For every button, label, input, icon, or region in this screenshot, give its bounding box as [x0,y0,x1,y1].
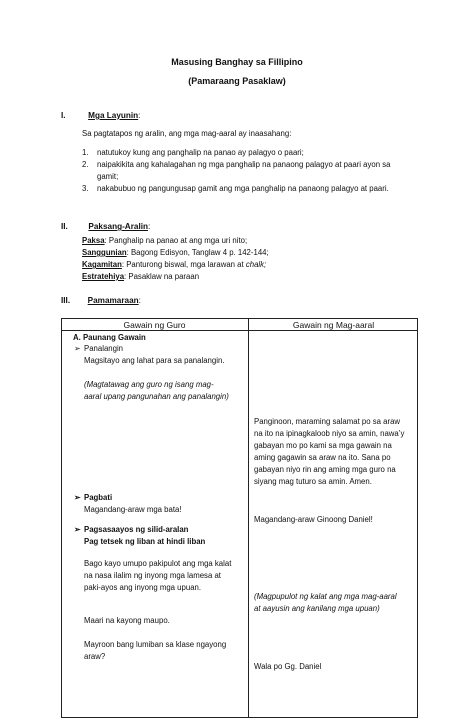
objective-2 [82,160,391,169]
pagtsek-label: Pag tetsek ng liban at hindi liban [84,537,206,546]
pagbati-item [74,493,113,502]
paksa-row [82,236,247,245]
sanggunian-label: Sanggunian [82,248,127,257]
arrow-bullet-icon: ➢ [74,525,81,534]
section-3-colon: : [138,296,141,305]
prayer-line-6: siyang mag tuturo sa amin. Amen. [254,477,372,486]
objective-3 [82,184,389,193]
section-1-number: I. [61,111,66,120]
wala-reply: Wala po Gg. Daniel [254,662,322,671]
estratehiya-value: : Pasaklaw na paraan [124,272,200,281]
arrow-bullet-icon: ➢ [74,344,81,353]
objective-text: nakabubuo ng pangungusap gamit ang mga panghalip na panaong palagyo at paari. [97,184,389,193]
section-1-label: Mga Layunin [88,111,139,120]
kagamitan-label: Kagamitan [82,260,122,269]
section-2-number: II. [61,222,68,231]
objective-2-continued: gamit; [97,172,119,181]
panalangin-item [74,344,124,353]
document-title: Masusing Banghay sa Fillipino [171,57,303,67]
section-2-colon: : [148,222,151,231]
prayer-line-3: gabayan mo po kami sa mga gawain na [254,441,392,450]
objective-text: natutukoy kung ang panghalip na panao ay palagyo o paari; [97,148,304,157]
paksa-label: Paksa [82,236,105,245]
paksa-value: : Panghalip na panao at ang mga uri nito; [104,236,248,245]
note-guro-line-2: aaral upang pangunahan ang panalangin) [84,392,229,401]
mayroon-line-1: Mayroon bang lumiban sa klase ngayong [84,640,227,649]
section-3-number: III. [61,296,71,305]
sanggunian-row [82,248,269,257]
mayroon-line-2: araw? [84,652,106,661]
objective-number: 2. [82,160,89,169]
estratehiya-label: Estratehiya [82,272,125,281]
paunang-gawain-heading: A. Paunang Gawain [73,333,146,342]
greet-reply: Magandang-araw Ginoong Daniel! [254,515,373,524]
note-mag-aaral-line-2: at aayusin ang kanilang mga upuan) [254,604,380,613]
objective-text: naipakikita ang kahalagahan ng mga panghalip na panaong palagyo at paari ayon sa [97,160,391,169]
bago-line-1: Bago kayo umupo pakipulot ang mga kalat [84,559,232,568]
bago-line-2: na nasa ilalim ng inyong mga lamesa at [84,571,221,580]
document-subtitle: (Pamaraang Pasaklaw) [188,76,286,86]
panalangin-instruction: Magsitayo ang lahat para sa panalangin. [84,356,225,365]
bago-line-3: paki-ayos ang inyong mga upuan. [84,583,202,592]
panalangin-label: Panalangin [84,344,124,353]
table-header-divider [61,330,418,331]
prayer-line-4: aming gagawin sa araw na ito. Sana po [254,453,391,462]
table-column-divider [248,318,249,718]
note-guro-line-1: (Magtatawag ang guro ng isang mag- [84,380,214,389]
section-3-label: Pamamaraan [87,296,139,305]
section-2-heading [61,222,150,231]
kagamitan-row [82,260,266,269]
objectives-intro: Sa pagtatapos ng aralin, ang mga mag-aaral ay inaasahang: [82,129,292,138]
pagsasaayos-item [74,525,189,534]
prayer-line-5: gabayan niyo rin ang aming mga guro na [254,465,396,474]
pagsasaayos-label: Pagsasaayos ng silid-aralan [84,525,189,534]
prayer-line-2: na ito na ipinagkaloob niyo sa amin, nawa’y [254,429,405,438]
objective-number: 3. [82,184,89,193]
pagbati-line: Magandang-araw mga bata! [84,505,182,514]
table-header-mag-aaral: Gawain ng Mag-aaral [292,320,375,330]
sanggunian-value: : Bagong Edisyon, Tanglaw 4 p. 142-144; [126,248,269,257]
pagbati-label: Pagbati [84,493,113,502]
maari-line: Maari na kayong maupo. [84,616,170,625]
kagamitan-value-italic: chalk; [245,260,267,269]
note-mag-aaral-line-1: (Magpupulot ng kalat ang mga mag-aaral [254,592,397,601]
section-1-heading [61,111,140,120]
arrow-bullet-icon: ➢ [74,493,81,502]
section-2-label: Paksang-Aralin [88,222,148,231]
objective-number: 1. [82,148,89,157]
section-1-colon: : [138,111,141,120]
section-3-heading [61,296,141,305]
objective-1 [82,148,304,157]
table-header-guro: Gawain ng Guro [123,320,186,330]
prayer-line-1: Panginoon, maraming salamat po sa araw [254,417,401,426]
estratehiya-row [82,272,199,281]
kagamitan-value: : Panturong biswal, mga larawan at [121,260,246,269]
